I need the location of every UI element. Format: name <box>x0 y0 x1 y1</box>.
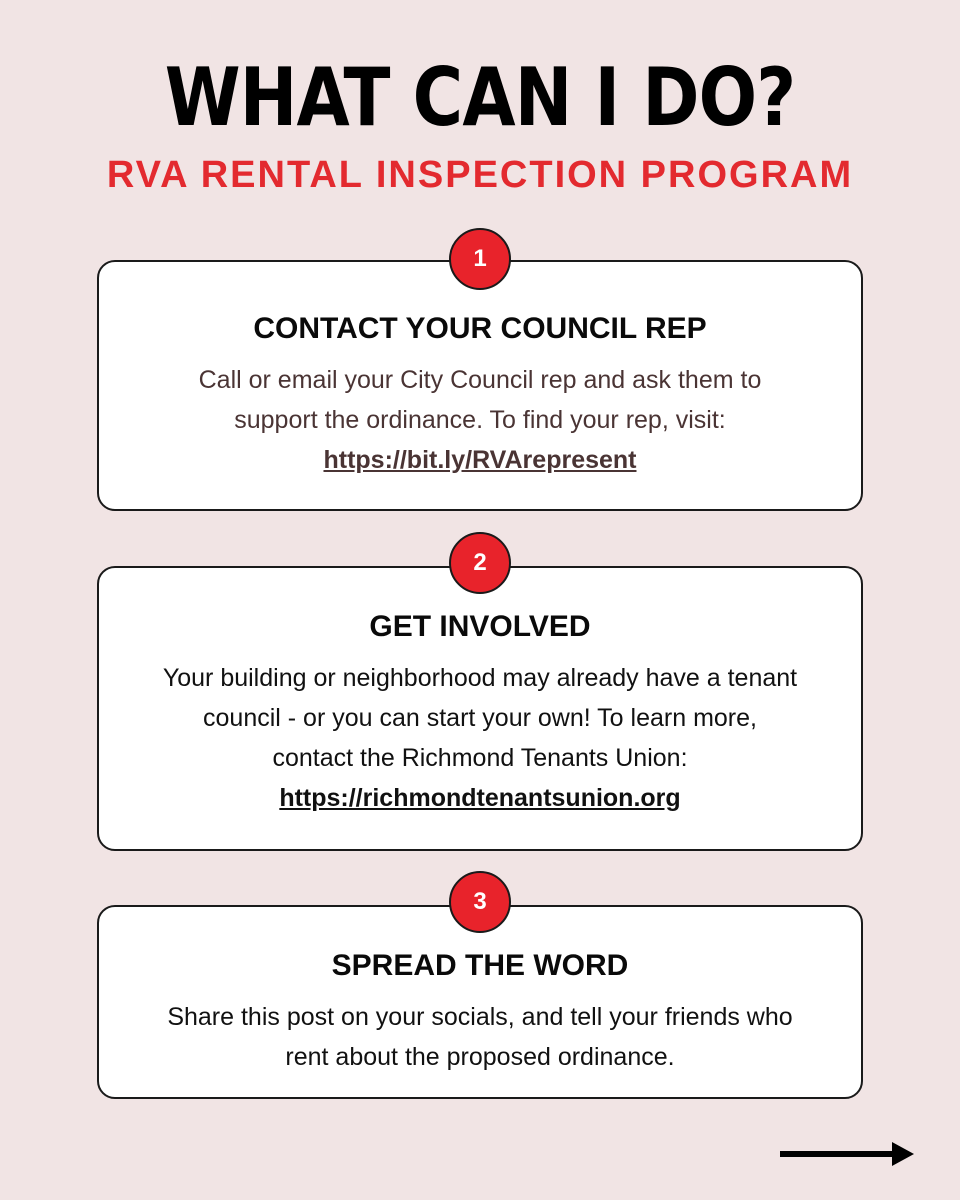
step-number-badge-2: 2 <box>449 532 511 594</box>
step-card-1 <box>97 260 863 511</box>
step-card-3 <box>97 905 863 1099</box>
council-rep-link[interactable]: https://bit.ly/RVArepresent <box>323 446 637 474</box>
step-description-line: contact the Richmond Tenants Union: <box>272 744 688 772</box>
tenants-union-link[interactable]: https://richmondtenantsunion.org <box>279 784 681 812</box>
step-description-line: Your building or neighborhood may already have a tenant <box>162 664 798 692</box>
step-description-line: council - or you can start your own! To learn more, <box>203 704 757 732</box>
arrow-right-icon[interactable] <box>780 1140 915 1173</box>
page-title: WHAT CAN I DO? <box>164 51 796 144</box>
step-title: SPREAD THE WORD <box>331 949 629 982</box>
step-description-line: rent about the proposed ordinance. <box>285 1043 675 1071</box>
step-description-line: support the ordinance. To find your rep, visit: <box>234 406 726 434</box>
step-description <box>99 658 861 778</box>
step-title: GET INVOLVED <box>369 610 591 643</box>
page-subtitle: RVA RENTAL INSPECTION PROGRAM <box>106 154 854 196</box>
step-card-2 <box>97 566 863 851</box>
step-number-badge-3: 3 <box>449 871 511 933</box>
step-description-line: Call or email your City Council rep and ask them to <box>198 366 762 394</box>
step-description-line: Share this post on your socials, and tell your friends who <box>167 1003 793 1031</box>
step-number-badge-1: 1 <box>449 228 511 290</box>
step-title: CONTACT YOUR COUNCIL REP <box>253 312 707 345</box>
step-description <box>99 997 861 1077</box>
step-description <box>99 360 861 440</box>
